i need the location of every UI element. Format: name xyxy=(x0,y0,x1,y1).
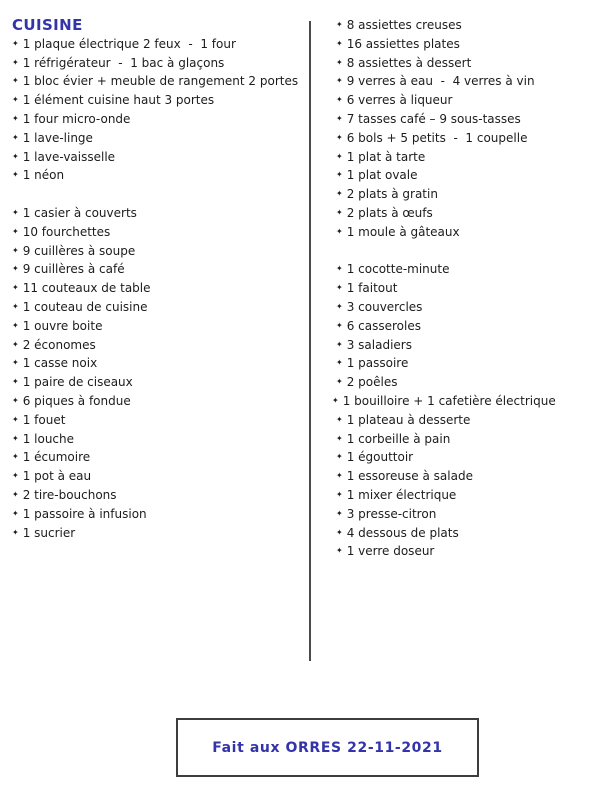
bullet-icon: ✦ xyxy=(336,471,343,481)
bullet-icon: ✦ xyxy=(336,132,343,142)
list-item xyxy=(336,430,596,449)
item-text: 1 four micro-onde xyxy=(22,111,131,126)
item-text: 1 fouet xyxy=(22,412,66,427)
list-item xyxy=(12,35,308,54)
item-text: 1 réfrigérateur - 1 bac à glaçons xyxy=(22,55,225,70)
bullet-icon: ✦ xyxy=(336,339,343,349)
list-item xyxy=(336,110,596,129)
list-item xyxy=(12,223,308,242)
item-text: 2 poêles xyxy=(346,375,398,390)
column-divider xyxy=(309,21,311,661)
bullet-icon: ✦ xyxy=(336,170,343,180)
bullet-icon: ✦ xyxy=(12,132,19,142)
footer-box xyxy=(176,718,479,777)
list-item xyxy=(336,166,596,185)
bullet-icon: ✦ xyxy=(336,264,343,274)
item-text: 7 tasses café – 9 sous-tasses xyxy=(346,111,521,126)
item-text: 3 presse-citron xyxy=(346,506,437,521)
item-text: 1 lave-linge xyxy=(22,130,93,145)
list-item xyxy=(336,91,596,110)
item-text: 1 faitout xyxy=(346,281,398,296)
list-item xyxy=(12,317,308,336)
list-item xyxy=(12,148,308,167)
inventory-left-column xyxy=(12,16,308,542)
list-item xyxy=(336,279,596,298)
list-item xyxy=(336,336,596,355)
list-item xyxy=(12,72,308,91)
list-item xyxy=(12,392,308,411)
list-item xyxy=(336,524,596,543)
item-text: 2 économes xyxy=(22,337,96,352)
item-text: 2 plats à œufs xyxy=(346,205,433,220)
item-text: 1 sucrier xyxy=(22,525,76,540)
bullet-icon: ✦ xyxy=(12,395,19,405)
item-text: 1 plateau à desserte xyxy=(346,412,471,427)
item-text: 9 verres à eau - 4 verres à vin xyxy=(346,74,535,89)
bullet-icon: ✦ xyxy=(12,452,19,462)
item-text: 9 cuillères à café xyxy=(22,262,125,277)
bullet-icon: ✦ xyxy=(12,207,19,217)
list-item xyxy=(12,91,308,110)
item-text: 1 passoire xyxy=(346,356,409,371)
bullet-icon: ✦ xyxy=(12,151,19,161)
bullet-icon: ✦ xyxy=(336,189,343,199)
item-text: 4 dessous de plats xyxy=(346,525,459,540)
bullet-icon: ✦ xyxy=(12,320,19,330)
list-item xyxy=(336,260,596,279)
item-text: 1 élément cuisine haut 3 portes xyxy=(22,93,215,108)
bullet-icon: ✦ xyxy=(336,414,343,424)
list-item xyxy=(336,373,596,392)
bullet-icon: ✦ xyxy=(12,301,19,311)
list-item xyxy=(332,392,596,411)
bullet-icon: ✦ xyxy=(12,527,19,537)
bullet-icon: ✦ xyxy=(336,95,343,105)
item-text: 6 verres à liqueur xyxy=(346,93,453,108)
list-item xyxy=(12,279,308,298)
bullet-icon: ✦ xyxy=(12,339,19,349)
list-item xyxy=(336,129,596,148)
bullet-icon: ✦ xyxy=(12,508,19,518)
bullet-icon: ✦ xyxy=(336,226,343,236)
item-text: 16 assiettes plates xyxy=(346,36,460,51)
list-item xyxy=(12,110,308,129)
inventory-right-column xyxy=(332,16,596,561)
item-text: 6 bols + 5 petits - 1 coupelle xyxy=(346,130,528,145)
list-item xyxy=(12,524,308,543)
list-item xyxy=(12,54,308,73)
item-text: 1 moule à gâteaux xyxy=(346,224,460,239)
bullet-icon: ✦ xyxy=(12,95,19,105)
item-text: 1 cocotte-minute xyxy=(346,262,450,277)
bullet-icon: ✦ xyxy=(12,433,19,443)
list-item xyxy=(336,223,596,242)
item-text: 8 assiettes creuses xyxy=(346,18,462,32)
bullet-icon: ✦ xyxy=(12,414,19,424)
bullet-icon: ✦ xyxy=(336,113,343,123)
item-text: 1 plaque électrique 2 feux - 1 four xyxy=(22,36,236,51)
list-item xyxy=(12,298,308,317)
item-text: 11 couteaux de table xyxy=(22,281,151,296)
item-text: 1 mixer électrique xyxy=(346,487,457,502)
item-text: 3 couvercles xyxy=(346,299,423,314)
list-item xyxy=(336,317,596,336)
list-item xyxy=(336,486,596,505)
bullet-icon: ✦ xyxy=(336,527,343,537)
list-item xyxy=(12,373,308,392)
item-text: 1 néon xyxy=(22,168,65,183)
bullet-icon: ✦ xyxy=(336,377,343,387)
item-text: 1 essoreuse à salade xyxy=(346,469,473,484)
item-text: 1 casse noix xyxy=(22,356,98,371)
bullet-icon: ✦ xyxy=(332,395,339,405)
bullet-icon: ✦ xyxy=(12,76,19,86)
bullet-icon: ✦ xyxy=(12,57,19,67)
bullet-icon: ✦ xyxy=(12,377,19,387)
bullet-icon: ✦ xyxy=(336,358,343,368)
item-text: 1 corbeille à pain xyxy=(346,431,451,446)
list-item xyxy=(12,260,308,279)
list-item xyxy=(12,336,308,355)
list-item xyxy=(12,467,308,486)
bullet-icon: ✦ xyxy=(336,433,343,443)
list-item xyxy=(12,242,308,261)
bullet-icon: ✦ xyxy=(336,76,343,86)
list-item xyxy=(336,505,596,524)
list-item xyxy=(336,411,596,430)
list-item xyxy=(12,505,308,524)
list-item xyxy=(336,542,596,561)
list-item xyxy=(336,298,596,317)
item-text: 1 bloc évier + meuble de rangement 2 portes xyxy=(22,74,299,89)
list-item xyxy=(336,72,596,91)
item-text: 9 cuillères à soupe xyxy=(22,243,136,258)
item-text: 1 ouvre boite xyxy=(22,318,103,333)
item-text: 1 plat à tarte xyxy=(346,149,426,164)
bullet-icon: ✦ xyxy=(12,264,19,274)
item-text: 1 bouilloire + 1 cafetière électrique xyxy=(342,393,556,408)
list-item xyxy=(12,354,308,373)
list-item xyxy=(336,54,596,73)
bullet-icon: ✦ xyxy=(12,226,19,236)
item-text: 1 pot à eau xyxy=(22,469,92,484)
item-text: 1 verre doseur xyxy=(346,544,435,559)
bullet-icon: ✦ xyxy=(12,471,19,481)
list-item xyxy=(336,16,596,35)
bullet-icon: ✦ xyxy=(12,170,19,180)
list-item xyxy=(336,35,596,54)
list-item xyxy=(12,129,308,148)
list-item xyxy=(12,486,308,505)
bullet-icon: ✦ xyxy=(336,301,343,311)
item-text: 10 fourchettes xyxy=(22,224,111,239)
bullet-icon: ✦ xyxy=(336,207,343,217)
bullet-icon: ✦ xyxy=(336,57,343,67)
bullet-icon: ✦ xyxy=(12,489,19,499)
item-text: 2 plats à gratin xyxy=(346,187,438,202)
section-title: CUISINE xyxy=(12,16,83,34)
list-item xyxy=(336,148,596,167)
item-text: 6 casseroles xyxy=(346,318,421,333)
bullet-icon: ✦ xyxy=(336,20,343,29)
bullet-icon: ✦ xyxy=(12,113,19,123)
bullet-icon: ✦ xyxy=(12,358,19,368)
item-text: 1 louche xyxy=(22,431,75,446)
item-text: 1 casier à couverts xyxy=(22,205,137,220)
list-item xyxy=(336,448,596,467)
bullet-icon: ✦ xyxy=(12,245,19,255)
bullet-icon: ✦ xyxy=(336,38,343,48)
item-text: 6 piques à fondue xyxy=(22,393,131,408)
list-item xyxy=(336,185,596,204)
bullet-icon: ✦ xyxy=(336,546,343,556)
item-text: 1 paire de ciseaux xyxy=(22,375,133,390)
blank-line xyxy=(336,242,596,261)
list-item xyxy=(12,166,308,185)
item-text: 1 passoire à infusion xyxy=(22,506,147,521)
item-text: 3 saladiers xyxy=(346,337,412,352)
item-text: 8 assiettes à dessert xyxy=(346,55,472,70)
item-text: 1 écumoire xyxy=(22,450,91,465)
list-item xyxy=(12,448,308,467)
list-item xyxy=(336,354,596,373)
bullet-icon: ✦ xyxy=(12,283,19,293)
list-item xyxy=(12,204,308,223)
item-text: 1 égouttoir xyxy=(346,450,414,465)
bullet-icon: ✦ xyxy=(336,320,343,330)
list-item xyxy=(336,204,596,223)
list-item xyxy=(12,411,308,430)
bullet-icon: ✦ xyxy=(336,452,343,462)
bullet-icon: ✦ xyxy=(336,151,343,161)
list-item xyxy=(336,467,596,486)
item-text: 1 couteau de cuisine xyxy=(22,299,148,314)
bullet-icon: ✦ xyxy=(336,489,343,499)
bullet-icon: ✦ xyxy=(12,38,19,48)
item-text: 2 tire-bouchons xyxy=(22,487,117,502)
item-text: 1 plat ovale xyxy=(346,168,418,183)
footer-text: Fait aux ORRES 22-11-2021 xyxy=(212,739,443,756)
item-text: 1 lave-vaisselle xyxy=(22,149,116,164)
blank-line xyxy=(12,185,308,204)
list-item xyxy=(12,430,308,449)
bullet-icon: ✦ xyxy=(336,283,343,293)
bullet-icon: ✦ xyxy=(336,508,343,518)
